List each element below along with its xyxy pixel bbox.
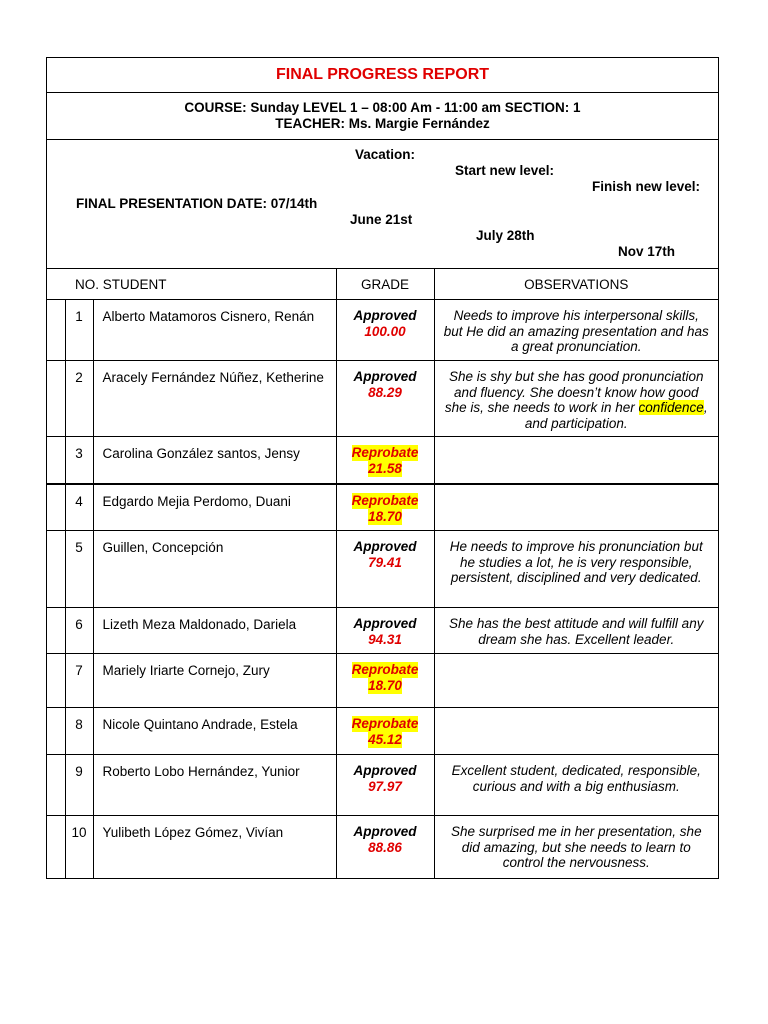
grade-score: 45.12	[368, 732, 402, 747]
header-observations: OBSERVATIONS	[434, 269, 718, 300]
students-table	[47, 269, 718, 878]
student-name: Nicole Quintano Andrade, Estela	[93, 708, 336, 755]
student-name: Mariely Iriarte Cornejo, Zury	[93, 654, 336, 708]
row-margin	[47, 654, 65, 708]
grade-score: 100.00	[364, 324, 406, 339]
finish-label: Finish new level:	[592, 179, 701, 194]
student-name: Aracely Fernández Núñez, Ketherine	[93, 361, 336, 437]
grade-status: Approved	[353, 824, 417, 839]
start-label: Start new level:	[455, 163, 555, 178]
row-margin	[47, 708, 65, 755]
grade-score: 79.41	[368, 555, 402, 570]
observations-cell	[434, 484, 718, 531]
final-presentation-date: FINAL PRESENTATION DATE: 07/14th	[76, 196, 318, 211]
report-title: FINAL PROGRESS REPORT	[47, 58, 718, 93]
student-number: 3	[65, 437, 93, 484]
grade-score: 97.97	[368, 779, 402, 794]
teacher-line: TEACHER: Ms. Margie Fernández	[275, 116, 490, 131]
grade-status: Reprobate	[351, 662, 419, 677]
grade-cell	[336, 654, 434, 708]
observations-cell	[434, 531, 718, 608]
observations-cell	[434, 608, 718, 654]
row-margin	[47, 437, 65, 484]
table-row	[47, 608, 718, 654]
grade-status: Approved	[353, 763, 417, 778]
grade-status: Reprobate	[351, 445, 419, 460]
obs-highlight: confidence	[638, 400, 704, 415]
grade-cell	[336, 755, 434, 816]
grade-cell	[336, 531, 434, 608]
dates-section	[47, 140, 718, 269]
obs-post: , and participation.	[524, 400, 708, 431]
row-margin	[47, 361, 65, 437]
observations-cell	[434, 437, 718, 484]
grade-cell	[336, 437, 434, 484]
grade-cell	[336, 300, 434, 361]
grade-score: 18.70	[368, 678, 402, 693]
grade-status: Reprobate	[351, 492, 419, 508]
vacation-label: Vacation:	[355, 147, 416, 162]
obs-pre: She has the best attitude and will fulfill any dream she has. Excellent leader.	[449, 616, 704, 647]
student-number: 2	[65, 361, 93, 437]
progress-report	[46, 57, 719, 879]
grade-score: 18.70	[368, 508, 402, 524]
student-number: 5	[65, 531, 93, 608]
obs-pre: She is shy but she has good pronunciation and fluency. She doesn’t know how good she is, she needs to work in her	[444, 369, 704, 415]
grade-score: 88.86	[368, 840, 402, 855]
grade-cell	[336, 708, 434, 755]
grade-status: Approved	[353, 539, 417, 554]
table-row	[47, 484, 718, 531]
row-margin	[47, 816, 65, 878]
student-name: Lizeth Meza Maldonado, Dariela	[93, 608, 336, 654]
observations-cell	[434, 816, 718, 878]
student-number: 1	[65, 300, 93, 361]
student-name: Guillen, Concepción	[93, 531, 336, 608]
obs-pre: She surprised me in her presentation, she did amazing, but she needs to learn to control the nervousness.	[450, 824, 702, 870]
course-info	[47, 93, 718, 140]
table-row	[47, 437, 718, 484]
finish-date: Nov 17th	[618, 244, 676, 259]
grade-cell	[336, 361, 434, 437]
student-name: Roberto Lobo Hernández, Yunior	[93, 755, 336, 816]
grade-status: Approved	[353, 308, 417, 323]
student-number: 10	[65, 816, 93, 878]
student-number: 7	[65, 654, 93, 708]
obs-pre: Excellent student, dedicated, responsible, curious and with a big enthusiasm.	[451, 763, 701, 794]
grade-status: Reprobate	[351, 716, 419, 731]
observations-cell	[434, 361, 718, 437]
grade-cell	[336, 816, 434, 878]
start-date: July 28th	[476, 228, 535, 243]
table-row	[47, 300, 718, 361]
grade-status: Approved	[353, 369, 417, 384]
row-margin	[47, 531, 65, 608]
table-row	[47, 816, 718, 878]
row-margin	[47, 755, 65, 816]
header-grade: GRADE	[336, 269, 434, 300]
row-margin	[47, 608, 65, 654]
grade-score: 88.29	[368, 385, 402, 400]
table-row	[47, 531, 718, 608]
grade-status: Approved	[353, 616, 417, 631]
row-margin	[47, 300, 65, 361]
grade-cell	[336, 608, 434, 654]
observations-cell	[434, 654, 718, 708]
student-number: 6	[65, 608, 93, 654]
student-number: 4	[65, 484, 93, 531]
table-row	[47, 708, 718, 755]
row-margin	[47, 484, 65, 531]
grade-cell	[336, 484, 434, 531]
grade-score: 21.58	[368, 461, 402, 476]
student-name: Alberto Matamoros Cisnero, Renán	[93, 300, 336, 361]
student-number: 8	[65, 708, 93, 755]
table-row	[47, 654, 718, 708]
observations-cell	[434, 708, 718, 755]
table-row	[47, 755, 718, 816]
grade-score: 94.31	[368, 632, 402, 647]
vacation-date: June 21st	[350, 212, 413, 227]
student-number: 9	[65, 755, 93, 816]
observations-cell	[434, 755, 718, 816]
observations-cell	[434, 300, 718, 361]
student-name: Edgardo Mejia Perdomo, Duani	[93, 484, 336, 531]
course-line: COURSE: Sunday LEVEL 1 – 08:00 Am - 11:00 am SECTION: 1	[184, 100, 581, 115]
student-name: Yulibeth López Gómez, Vivían	[93, 816, 336, 878]
student-name: Carolina González santos, Jensy	[93, 437, 336, 484]
table-row	[47, 361, 718, 437]
obs-pre: He needs to improve his pronunciation but he studies a lot, he is very responsible, persistent, disciplined and very dedicated.	[449, 539, 703, 585]
obs-pre: Needs to improve his interpersonal skills, but He did an amazing presentation and has a great pronunciation.	[443, 308, 709, 354]
table-header	[47, 269, 718, 300]
header-no-student: NO. STUDENT	[47, 269, 336, 300]
